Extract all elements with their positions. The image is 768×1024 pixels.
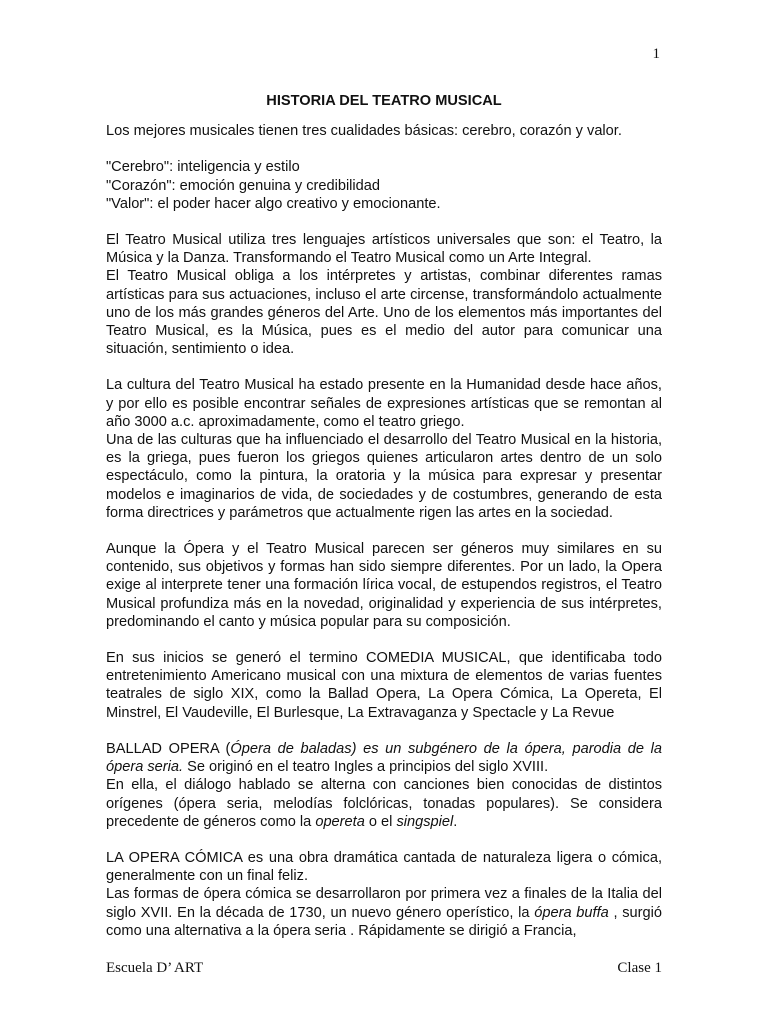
- ballad-p2-b: o el: [364, 813, 397, 830]
- ballad-lead-italic: Ópera de baladas: [230, 740, 352, 757]
- footer-class: Clase 1: [617, 960, 662, 976]
- comica-p2-b: , surgió como una alternativa a la ópera seria . Rápidamente se dirigió a Francia,: [106, 904, 663, 939]
- paragraph-opera-comica: LA OPERA CÓMICA es una obra dramática cantada de naturaleza ligera o cómica, generalmente con un final feliz.: [106, 849, 662, 885]
- ballad-rest: Se originó en el teatro Ingles a principios del siglo XVIII.: [183, 759, 549, 776]
- ballad-lead: BALLAD OPERA (: [106, 740, 231, 757]
- footer-school: Escuela D’ ART: [106, 960, 204, 976]
- paragraph-cultura: La cultura del Teatro Musical ha estado presente en la Humanidad desde hace años, y por ello es posible encontrar señales de expresiones artísticas que se remontan al año 3000 a.c. aproximadamente, como el teatro griego.: [106, 377, 662, 430]
- quality-valor: "Valor": el poder hacer algo creativo y emocionante.: [106, 195, 441, 212]
- paragraph-interpretes: El Teatro Musical obliga a los intérpretes y artistas, combinar diferentes ramas artísticas para sus actuaciones, incluso el arte circense, transformándolo actualmente uno de los más grandes géneros del Arte. Uno de los elementos más importantes del Teatro Musical, es la Música, pues es el medio del autor para comunicar una situación, sentimiento o idea.: [106, 268, 662, 358]
- ballad-p2-c: .: [453, 813, 458, 830]
- paragraph-comedia-musical: En sus inicios se generó el termino COMEDIA MUSICAL, que identificaba todo entretenimiento Americano musical con una mixtura de elementos de varias fuentes teatrales de siglo XIX, como la Ballad Opera, La Opera Cómica, La Opereta, El Minstrel, El Vaudeville, El Burlesque, La Extravaganza y Spectacle y La Revue: [106, 650, 662, 721]
- paragraph-griega: Una de las culturas que ha influenciado el desarrollo del Teatro Musical en la historia, es la griega, pues fueron los griegos quienes articularon artes dentro de un solo espectáculo, como la pintura, la oratoria y la música para expresar y presentar modelos e imaginarios de vida, de sociedades y de costumbres, generando de esta forma directrices y parámetros que actualmente rigen las artes en la sociedad.: [106, 432, 662, 521]
- quality-corazon: "Corazón": emoción genuina y credibilidad: [106, 177, 381, 194]
- intro-paragraph: Los mejores musicales tienen tres cualidades básicas: cerebro, corazón y valor.: [106, 123, 622, 140]
- paragraph-lenguajes: El Teatro Musical utiliza tres lenguajes artísticos universales que son: el Teatro, la Música y la Danza. Transformando el Teatro Musical como un Arte Integral.: [106, 232, 662, 267]
- page-number: 1: [652, 46, 660, 62]
- ballad-rest-italic: es un subgénero de la ópera, parodia de la ópera seria.: [106, 740, 663, 776]
- opereta-term: opereta: [315, 813, 365, 830]
- paragraph-opera-vs-teatro: Aunque la Ópera y el Teatro Musical parecen ser géneros muy similares en su contenido, sus objetivos y formas han sido siempre diferentes. Por un lado, la Opera exige al interprete tener una formación lírica vocal, de estupendos registros, el Teatro Musical profundiza más en la novedad, originalidad y experiencia de sus intérpretes, predominando el canto y música popular para su composición.: [106, 541, 662, 630]
- comica-p2-a: Las formas de ópera cómica se desarrollaron por primera vez a finales de la Italia del siglo XVII. En la década de 1730, un nuevo género operístico, la: [106, 886, 662, 921]
- singspiel-term: singspiel: [396, 813, 454, 830]
- paragraph-ballad-dialogo: [106, 776, 662, 831]
- ballad-lead-close: ): [351, 740, 357, 757]
- paragraph-ballad-opera: [106, 740, 662, 776]
- document-body: [106, 92, 662, 940]
- quality-cerebro: "Cerebro": inteligencia y estilo: [106, 159, 300, 176]
- opera-buffa-term: ópera buffa: [534, 904, 609, 921]
- paragraph-opera-comica-formas: [106, 885, 662, 940]
- ballad-p2-a: En ella, el diálogo hablado se alterna con canciones bien conocidas de distintos orígenes (ópera seria, melodías folclóricas, tonadas populares). Se considera precedente de géneros como la: [106, 777, 662, 830]
- document-title: HISTORIA DEL TEATRO MUSICAL: [266, 93, 502, 109]
